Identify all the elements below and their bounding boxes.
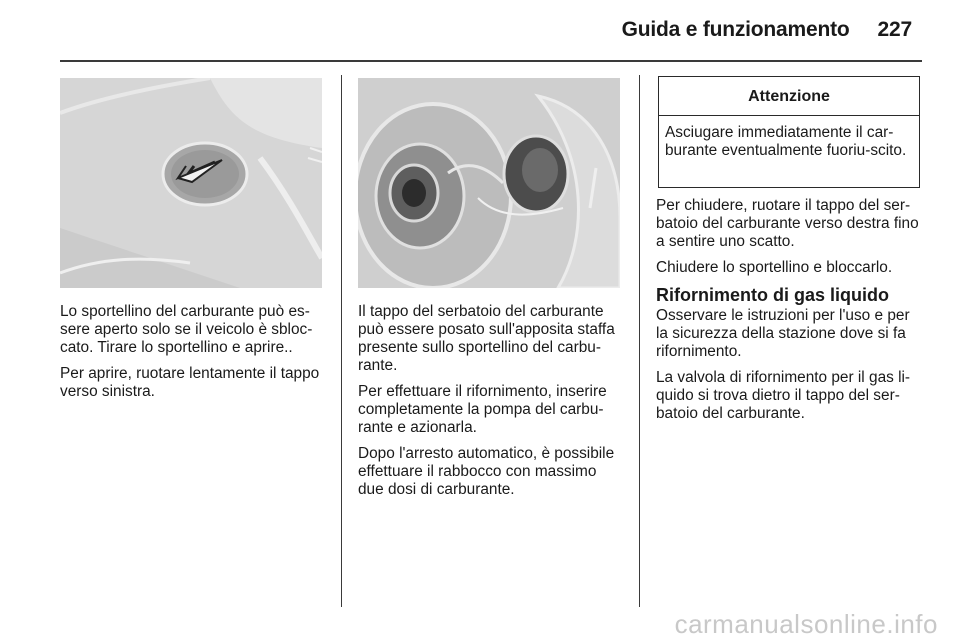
watermark: carmanualsonline.info <box>674 609 938 639</box>
warning-box <box>658 76 920 188</box>
header-rule <box>60 60 922 62</box>
page-number: 227 <box>877 18 912 41</box>
paragraph: Per chiudere, ruotare il tappo del ser-batoio del carburante verso destra fino a sentire uno scatto. <box>656 197 919 250</box>
fuel-flap-illustration <box>60 78 322 288</box>
warning-title: Attenzione <box>659 77 919 116</box>
column-2-text <box>358 303 626 507</box>
column-1-text <box>60 303 330 409</box>
section-title: Guida e funzionamento <box>621 18 850 41</box>
section-heading: Rifornimento di gas liquido <box>656 285 889 305</box>
paragraph: Dopo l'arresto automatico, è possibile effettuare il rabbocco con massimo due dosi di carburante. <box>358 445 615 498</box>
paragraph: Chiudere lo sportellino e bloccarlo. <box>656 259 893 276</box>
paragraph: Il tappo del serbatoio del carburante può essere posato sull'apposita staffa presente sullo sportellino del carbu-rante. <box>358 303 615 374</box>
warning-text: Asciugare immediatamente il car-burante eventualmente fuoriu-scito. <box>665 124 907 159</box>
paragraph: Lo sportellino del carburante può es-sere aperto solo se il veicolo è sbloc-cato. Tirare lo sportellino e aprire.. <box>60 303 313 356</box>
fuel-cap-illustration <box>358 78 620 288</box>
paragraph: Per effettuare il rifornimento, inserire completamente la pompa del carbu-rante e azionarla. <box>358 383 607 436</box>
column-divider-1 <box>341 75 342 607</box>
column-divider-2 <box>639 75 640 607</box>
paragraph: Osservare le istruzioni per l'uso e per la sicurezza della stazione dove si fa rifornimento. <box>656 307 910 360</box>
paragraph: Per aprire, ruotare lentamente il tappo verso sinistra. <box>60 365 320 400</box>
page-header <box>622 18 912 42</box>
paragraph: La valvola di rifornimento per il gas li-quido si trova dietro il tappo del ser-batoio del carburante. <box>656 369 911 422</box>
column-3-text <box>656 197 924 431</box>
